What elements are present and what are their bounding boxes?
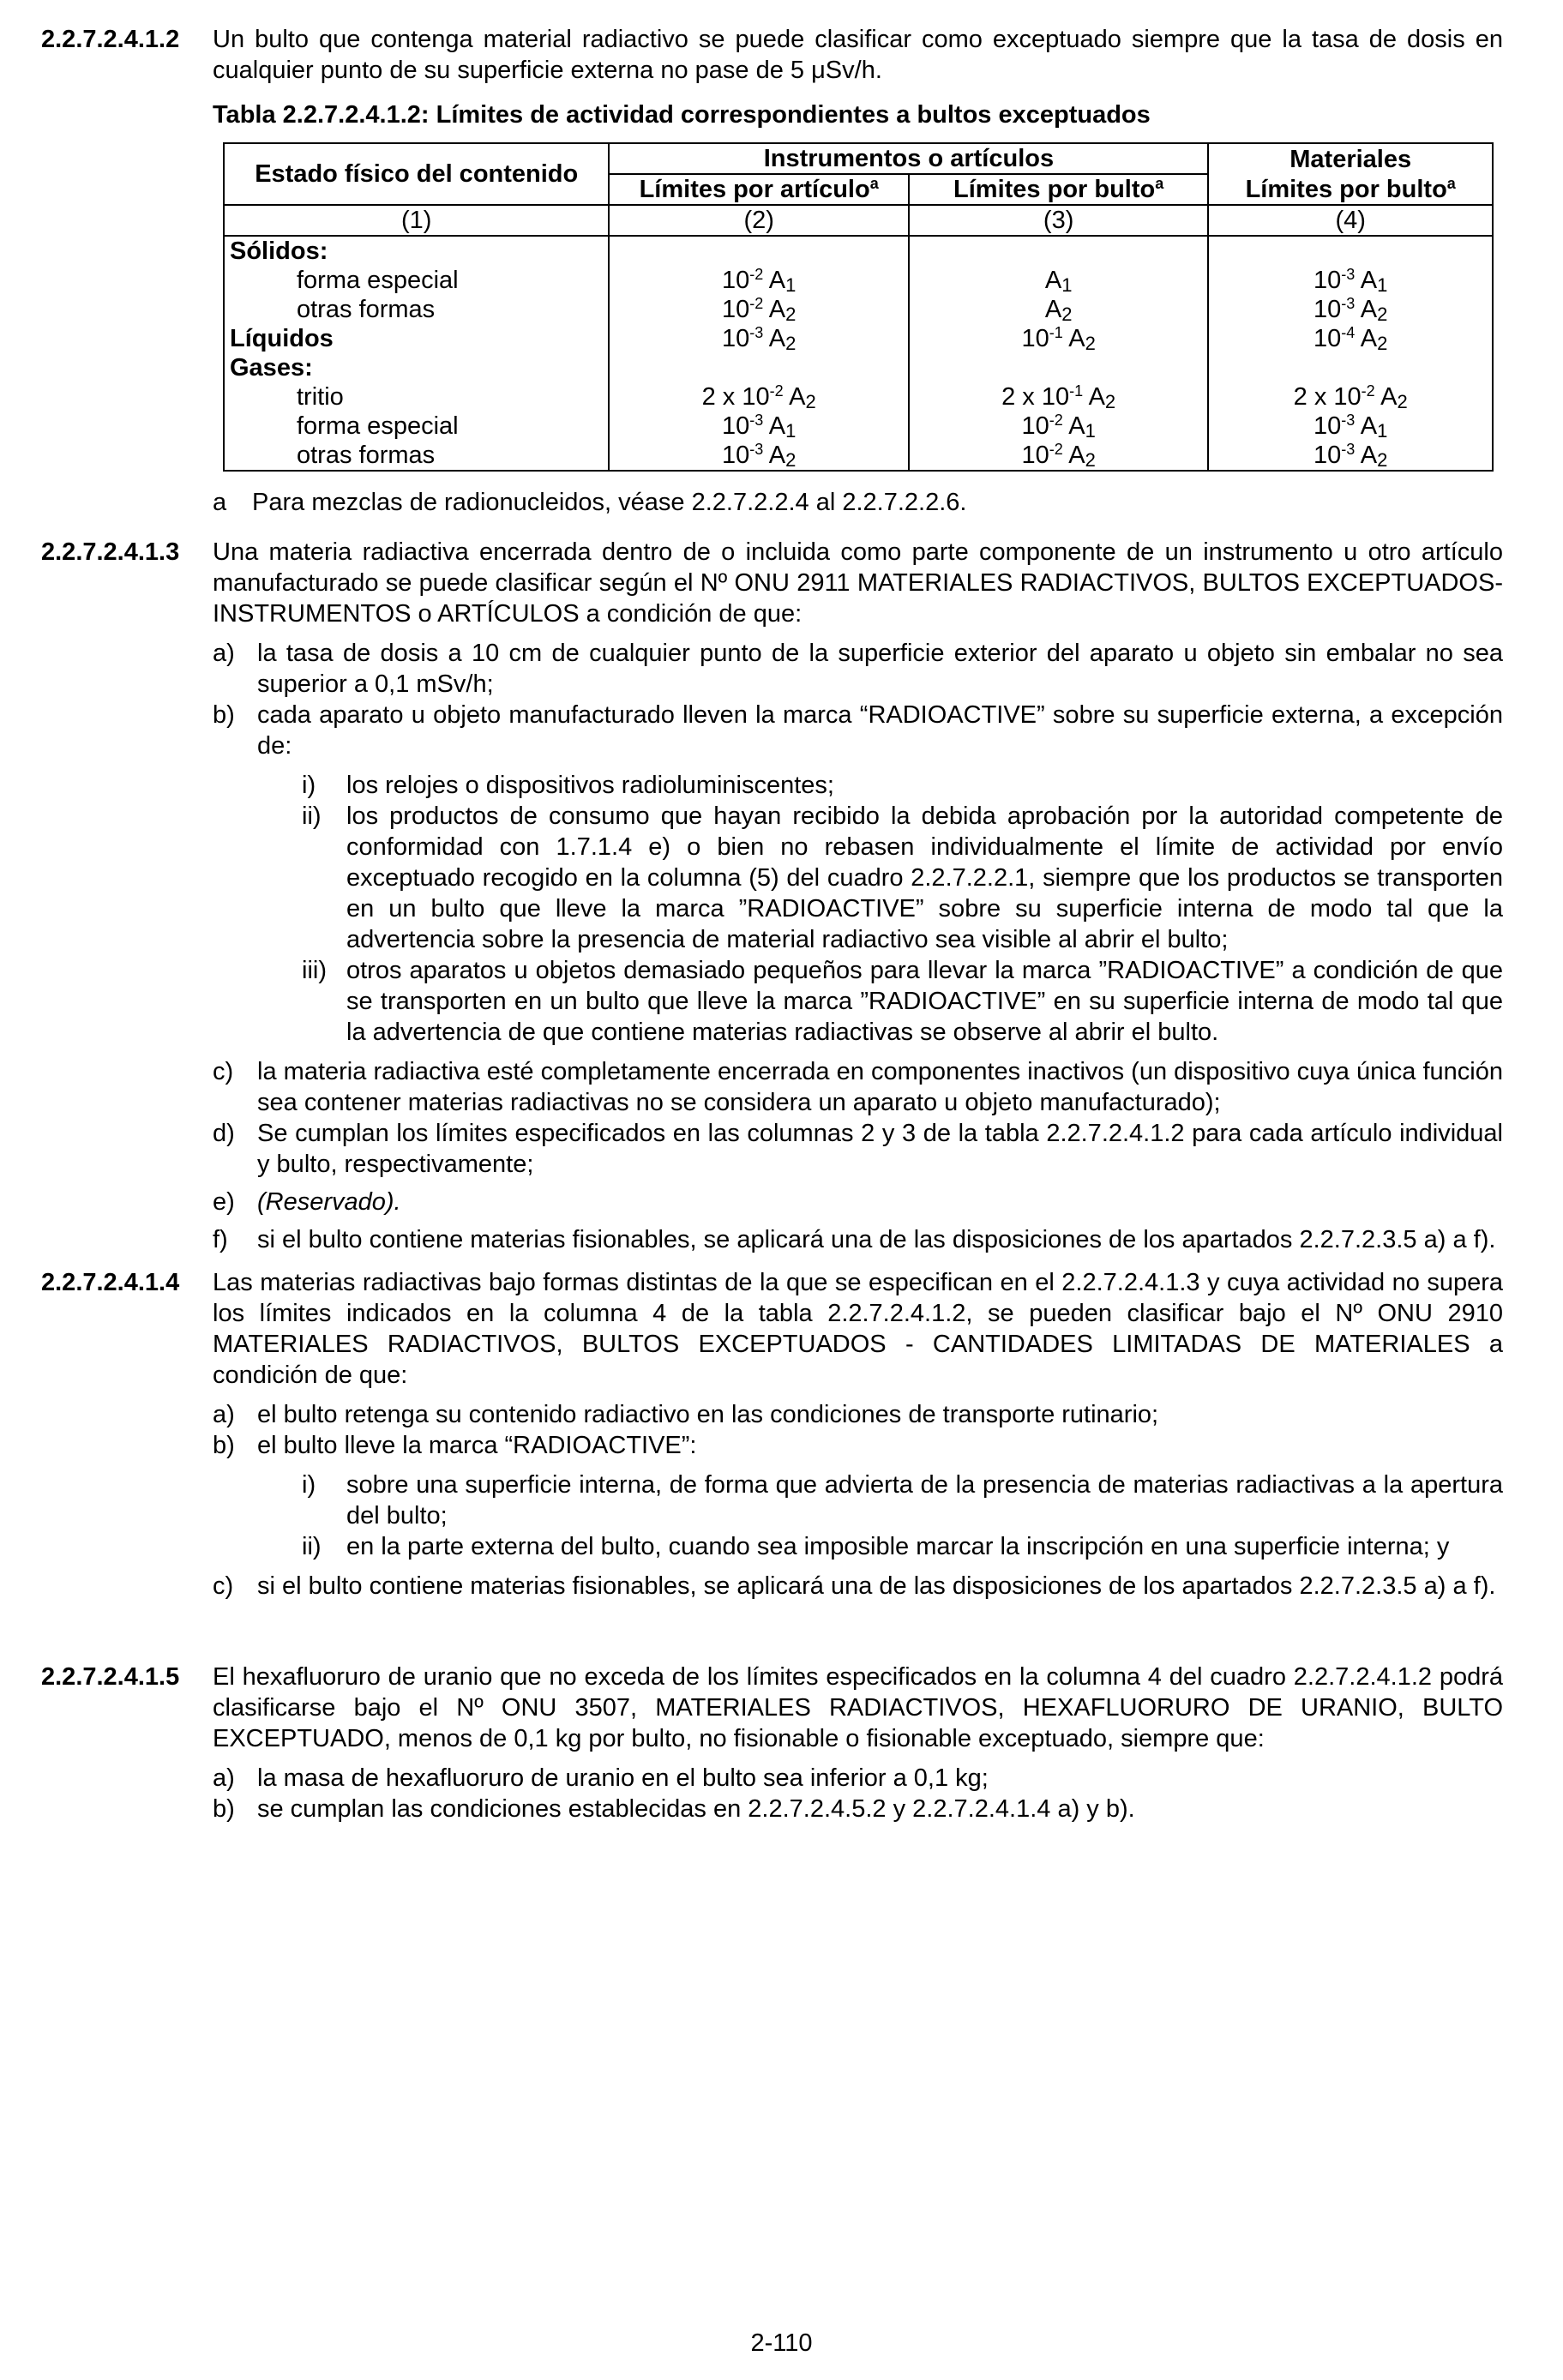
table-cell: $10^{-3}$ $A_1$ <box>1208 266 1493 295</box>
table-row <box>224 324 1493 353</box>
header-limit-article: Límites por artículo$^a$ <box>609 174 908 205</box>
condition-list <box>213 638 1503 1255</box>
header-instruments: Instrumentos o artículos <box>609 143 1208 174</box>
condition-list <box>213 1763 1503 1824</box>
row-label: otras formas <box>224 441 609 471</box>
list-item: ii) los productos de consumo que hayan recibido la debida aprobación por la autoridad competente de conformidad con 1.7.1.4 e) o bien no rebasen individualmente el límite de actividad por envío exceptuado recogido en la columna (5) del cuadro 2.2.7.2.2.1, siempre que los productos se transporten en un bulto que lleve la marca ”RADIOACTIVE” sobre su superficie interna de modo tal que la advertencia sobre la presencia de material radiactivo sea visible al abrir el bulto; <box>302 802 1503 953</box>
table-cell: 2 x $10^{-2}$ $A_2$ <box>609 382 908 412</box>
list-item: b) el bulto lleve la marca “RADIOACTIVE”: i) sobre una superficie interna, de forma que advierta de la presencia de materias radiactivas a la apertura del bulto; ii) en la parte externa del bulto, cuando sea imposible marcar la inscripción en una superficie interna; y <box>213 1432 1503 1560</box>
list-item: i) sobre una superficie interna, de forma que advierta de la presencia de materias radiactivas a la apertura del bulto; <box>302 1471 1503 1530</box>
list-item: b) se cumplan las condiciones establecidas en 2.2.7.2.4.5.2 y 2.2.7.2.4.1.4 a) y b). <box>213 1795 1135 1823</box>
paragraph-text: Las materias radiactivas bajo formas distintas de la que se especifican en el 2.2.7.2.4.1.3 y cuya actividad no supera los límites indicados en la columna 4 de la tabla 2.2.7.2.4.1.2, se pueden clasificar bajo el Nº ONU 2910 MATERIALES RADIACTIVOS, BULTOS EXCEPTUADOS - CANTIDADES LIMITADAS DE MATERIALES a condición de que: <box>213 1269 1503 1389</box>
row-label: forma especial <box>224 266 609 295</box>
list-item: d) Se cumplan los límites especificados en las columnas 2 y 3 de la tabla 2.2.7.2.4.1.2 para cada artículo individual y bulto, respectivamente; <box>213 1120 1503 1178</box>
header-limit-package: Límites por bulto$^a$ <box>909 174 1208 205</box>
col-number-3: (3) <box>909 205 1208 236</box>
table-row <box>224 353 1493 382</box>
row-label-gases: Gases: <box>224 353 609 382</box>
table-row <box>224 441 1493 471</box>
table-cell: $10^{-2}$ $A_2$ <box>909 441 1208 471</box>
table-footnote <box>213 487 1503 518</box>
row-label: tritio <box>224 382 609 412</box>
list-item: c) la materia radiactiva esté completamente encerrada en componentes inactivos (un dispositivo cuya única función sea contener materias radiactivas no se considera un aparato u objeto manufacturado); <box>213 1058 1503 1116</box>
activity-limits-table <box>223 142 1494 472</box>
table-row <box>224 236 1493 266</box>
list-item: i) los relojes o dispositivos radioluminiscentes; <box>302 772 834 799</box>
table-cell: $10^{-1}$ $A_2$ <box>909 324 1208 353</box>
table-cell: $10^{-4}$ $A_2$ <box>1208 324 1493 353</box>
header-limit-package-materials: Límites por bulto$^a$ <box>1208 174 1493 205</box>
header-materials: Materiales <box>1208 143 1493 174</box>
marking-list <box>302 1469 1503 1562</box>
paragraph-2-2-7-2-4-1-3 <box>41 537 1503 629</box>
paragraph-text: Una materia radiactiva encerrada dentro de o incluida como parte componente de un instrumento u otro artículo manufacturado se puede clasificar según el Nº ONU 2911 MATERIALES RADIACTIVOS, BULTOS EXCEPTUADOS- INSTRUMENTOS o ARTÍCULOS a condición de que: <box>213 538 1503 628</box>
table-caption: Tabla 2.2.7.2.4.1.2: Límites de actividad correspondientes a bultos exceptuados <box>213 101 1151 129</box>
table-cell: $10^{-2}$ $A_1$ <box>909 412 1208 441</box>
table-row <box>224 382 1493 412</box>
table-row <box>224 412 1493 441</box>
list-item: iii) otros aparatos u objetos demasiado pequeños para llevar la marca ”RADIOACTIVE” a condición de que se transporten en un bulto que lleve la marca ”RADIOACTIVE” en su superficie interna de modo tal que la advertencia de que contiene materias radiactivas se observe al abrir el bulto. <box>302 957 1503 1046</box>
table-cell: $10^{-3}$ $A_1$ <box>609 412 908 441</box>
row-label: forma especial <box>224 412 609 441</box>
table-cell: $10^{-3}$ $A_2$ <box>1208 295 1493 324</box>
table-cell: $10^{-2}$ $A_2$ <box>609 295 908 324</box>
col-number-4: (4) <box>1208 205 1493 236</box>
header-state: Estado físico del contenido <box>224 143 609 205</box>
table-cell: 2 x $10^{-1}$ $A_2$ <box>909 382 1208 412</box>
paragraph-2-2-7-2-4-1-4 <box>41 1267 1503 1391</box>
table-cell: $A_2$ <box>909 295 1208 324</box>
paragraph-number: 2.2.7.2.4.1.4 <box>41 1269 180 1296</box>
table-cell: $10^{-3}$ $A_2$ <box>1208 441 1493 471</box>
row-label-liquids: Líquidos <box>224 324 609 353</box>
condition-list <box>213 1399 1503 1602</box>
table-row <box>224 295 1493 324</box>
list-item: a) el bulto retenga su contenido radiactivo en las condiciones de transporte rutinario; <box>213 1401 1159 1428</box>
paragraph-number: 2.2.7.2.4.1.3 <box>41 538 180 566</box>
col-number-2: (2) <box>609 205 908 236</box>
paragraph-text: El hexafluoruro de uranio que no exceda de los límites especificados en la columna 4 del cuadro 2.2.7.2.4.1.2 podrá clasificarse bajo el Nº ONU 3507, MATERIALES RADIACTIVOS, HEXAFLUORURO DE URANIO, BULTO EXCEPTUADO, menos de 0,1 kg por bulto, no fisionable o fisionable exceptuado, siempre que: <box>213 1663 1503 1752</box>
col-number-1: (1) <box>224 205 609 236</box>
document-page <box>41 24 1503 1824</box>
list-item: ii) en la parte externa del bulto, cuando sea imposible marcar la inscripción en una superficie interna; y <box>302 1533 1450 1560</box>
row-label: otras formas <box>224 295 609 324</box>
list-item: f) si el bulto contiene materias fisionables, se aplicará una de las disposiciones de los apartados 2.2.7.2.3.5 a) a f). <box>213 1226 1496 1253</box>
list-item: c) si el bulto contiene materias fisionables, se aplicará una de las disposiciones de los apartados 2.2.7.2.3.5 a) a f). <box>213 1572 1496 1600</box>
paragraph-number: 2.2.7.2.4.1.2 <box>41 26 180 53</box>
table-cell: $10^{-2}$ $A_1$ <box>609 266 908 295</box>
exception-list <box>302 770 1503 1048</box>
list-item: e) (Reservado). <box>213 1188 401 1216</box>
paragraph-2-2-7-2-4-1-5 <box>41 1662 1503 1754</box>
row-label-solids: Sólidos: <box>224 236 609 266</box>
table-cell: $10^{-3}$ $A_2$ <box>609 324 908 353</box>
paragraph-number: 2.2.7.2.4.1.5 <box>41 1663 180 1691</box>
table-cell: $10^{-3}$ $A_1$ <box>1208 412 1493 441</box>
table-row <box>224 266 1493 295</box>
footnote-text: Para mezclas de radionucleidos, véase 2.2.7.2.2.4 al 2.2.7.2.2.6. <box>252 489 967 516</box>
page-number: 2-110 <box>750 2329 813 2357</box>
list-item: b) cada aparato u objeto manufacturado lleven la marca “RADIOACTIVE” sobre su superficie externa, a excepción de: i) los relojes o dispositivos radioluminiscentes; ii) los productos de consumo que hayan recibido la debida aprobación por la autoridad competente de conformidad con 1.7.1.4 e) o bien no rebasen individualmente el límite de actividad por envío exceptuado recogido en la columna (5) del cuadro 2.2.7.2.2.1, siempre que los productos se transporten en un bulto que lleve la marca ”RADIOACTIVE” sobre su superficie interna de modo tal que la advertencia sobre la presencia de material radiactivo sea visible al abrir el bulto; iii) otros aparatos u objetos demasiado pequeños para llevar la marca ”RADIOACTIVE” a condición de que se transporten en un bulto que lleve la marca ”RADIOACTIVE” en su superficie interna de modo tal que la advertencia de que contiene materias radiactivas se observe al abrir el bulto. <box>213 701 1503 1046</box>
paragraph-2-2-7-2-4-1-2 <box>41 24 1503 86</box>
table-cell: $10^{-3}$ $A_2$ <box>609 441 908 471</box>
list-item: a) la masa de hexafluoruro de uranio en el bulto sea inferior a 0,1 kg; <box>213 1764 989 1792</box>
paragraph-text: Un bulto que contenga material radiactivo se puede clasificar como exceptuado siempre que la tasa de dosis en cualquier punto de su superficie externa no pase de 5 μSv/h. <box>213 26 1503 84</box>
list-item: a) la tasa de dosis a 10 cm de cualquier punto de la superficie exterior del aparato u objeto sin embalar no sea superior a 0,1 mSv/h; <box>213 640 1503 698</box>
table-cell: 2 x $10^{-2}$ $A_2$ <box>1208 382 1493 412</box>
footnote-mark: a <box>213 489 227 516</box>
table-cell: $A_1$ <box>909 266 1208 295</box>
